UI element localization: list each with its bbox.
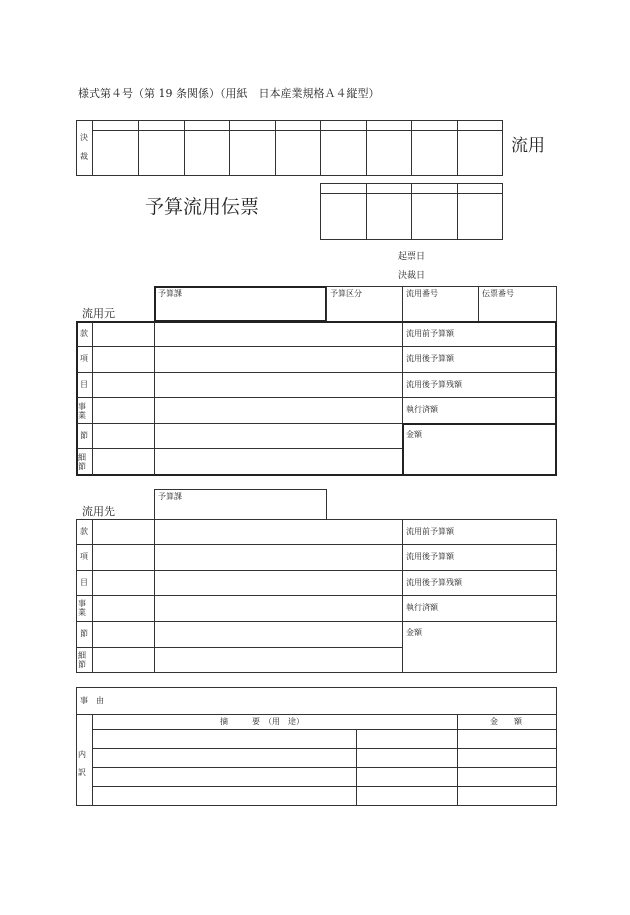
summary-header: 摘 要 （用 途） bbox=[220, 717, 304, 726]
source-row-kou: 項 bbox=[80, 354, 88, 363]
destination-row-moku: 目 bbox=[80, 578, 88, 587]
destination-label-before: 流用前予算額 bbox=[406, 527, 454, 536]
source-label-remaining: 流用後予算残額 bbox=[406, 380, 462, 389]
side-label: 流用 bbox=[511, 136, 545, 156]
source-label-before: 流用前予算額 bbox=[406, 329, 454, 338]
source-row-setsu: 節 bbox=[80, 431, 88, 440]
approval-label-1: 決 bbox=[80, 133, 88, 142]
destination-row-setsu: 節 bbox=[80, 629, 88, 638]
reason-label: 事 由 bbox=[80, 696, 104, 705]
source-label-amount: 金額 bbox=[406, 430, 422, 439]
source-row-saisetsu: 細節 bbox=[78, 453, 86, 471]
source-col-transfer-number: 流用番号 bbox=[406, 289, 438, 298]
destination-row-kan: 款 bbox=[80, 527, 88, 536]
source-col-slip-number: 伝票番号 bbox=[482, 289, 514, 298]
destination-row-kou: 項 bbox=[80, 552, 88, 561]
source-section-label: 流用元 bbox=[82, 307, 115, 320]
form-number-line: 様式第４号（第 19 条関係）（用紙 日本産業規格Ａ４縦型） bbox=[78, 87, 380, 100]
destination-label-executed: 執行済額 bbox=[406, 603, 438, 612]
source-label-after: 流用後予算額 bbox=[406, 354, 454, 363]
destination-col-budget-section: 予算課 bbox=[158, 492, 182, 501]
source-row-jigyou: 事業 bbox=[78, 402, 86, 420]
destination-label-remaining: 流用後予算残額 bbox=[406, 578, 462, 587]
breakdown-label: 内訳 bbox=[78, 750, 86, 777]
source-col-budget-section: 予算課 bbox=[158, 289, 182, 298]
source-row-moku: 目 bbox=[80, 380, 88, 389]
destination-label-after: 流用後予算額 bbox=[406, 552, 454, 561]
destination-label-amount: 金額 bbox=[406, 628, 422, 637]
destination-section-label: 流用先 bbox=[82, 505, 115, 518]
issue-date-label: 起票日 bbox=[398, 252, 426, 262]
source-row-kan: 款 bbox=[80, 329, 88, 338]
destination-row-saisetsu: 細節 bbox=[78, 651, 86, 669]
destination-row-jigyou: 事業 bbox=[78, 599, 86, 617]
source-col-budget-category: 予算区分 bbox=[330, 289, 362, 298]
approval-label-2: 裁 bbox=[80, 152, 88, 161]
source-label-executed: 執行済額 bbox=[406, 405, 438, 414]
decision-date-label: 決裁日 bbox=[398, 271, 426, 281]
amount-header: 金 額 bbox=[490, 717, 522, 726]
page-title: 予算流用伝票 bbox=[145, 196, 260, 218]
